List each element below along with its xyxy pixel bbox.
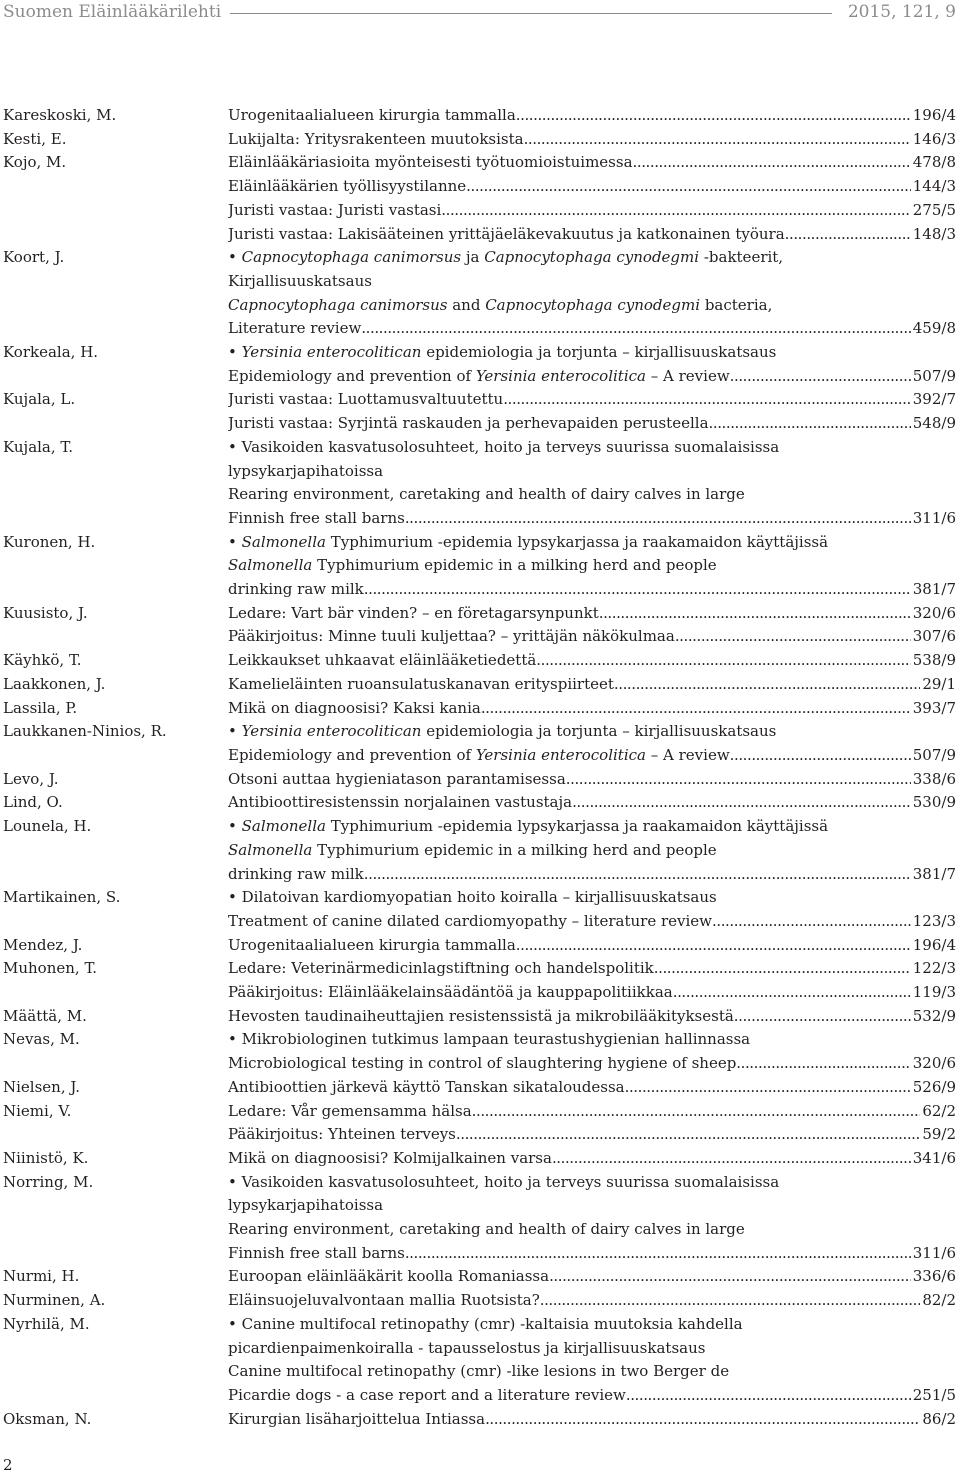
article-list [228, 815, 956, 886]
index-entry [0, 1005, 960, 1029]
article-line [228, 1171, 956, 1195]
article-title: Ledare: Veterinärmedicinlagstiftning och handelspolitik [228, 959, 654, 978]
author-name: Lind, O. [3, 793, 63, 812]
article-title: drinking raw milk [228, 864, 364, 883]
article-line [228, 317, 956, 341]
author-name: Lassila, P. [3, 698, 78, 717]
article-title: Rearing environment, caretaking and health of dairy calves in large [228, 1220, 745, 1239]
article-line [228, 483, 956, 507]
dot-leader [441, 199, 910, 223]
article-title: Kirjallisuuskatsaus [228, 271, 372, 290]
index-entry [0, 768, 960, 792]
page-reference: 196/4 [912, 106, 956, 124]
article-title: • Yersinia enterocolitican epidemiologia ja torjunta – kirjallisuuskatsaus [228, 722, 777, 741]
article-line [228, 815, 956, 839]
page-reference: 393/7 [912, 698, 956, 717]
page-reference: 548/9 [912, 414, 956, 433]
article-line [228, 554, 956, 578]
author-name: Kojo, M. [3, 153, 67, 172]
author-name: Nyrhilä, M. [3, 1314, 90, 1333]
article-list [228, 1076, 956, 1100]
dot-leader [503, 388, 911, 412]
dot-leader [675, 625, 911, 649]
page-reference: 478/8 [912, 153, 956, 172]
dot-leader [614, 673, 920, 697]
article-title: • Yersinia enterocolitican epidemiologia ja torjunta – kirjallisuuskatsaus [228, 343, 777, 362]
article-title: • Vasikoiden kasvatusolosuhteet, hoito ja terveys suurissa suomalaisissa [228, 437, 780, 456]
page-reference: 341/6 [912, 1148, 956, 1167]
article-line [228, 957, 956, 981]
article-list [228, 1408, 956, 1432]
page-reference: 148/3 [912, 224, 956, 243]
page-reference: 307/6 [912, 627, 956, 646]
dot-leader [572, 791, 911, 815]
dot-leader [712, 910, 911, 934]
page-reference: 251/5 [912, 1385, 956, 1404]
dot-leader [626, 1384, 911, 1408]
page-reference: 86/2 [922, 1409, 956, 1428]
page-reference: 381/7 [912, 864, 956, 883]
article-line [228, 720, 956, 744]
article-line [228, 981, 956, 1005]
author-name: Niinistö, K. [3, 1148, 89, 1167]
article-title: Ledare: Vår gemensamma hälsa [228, 1101, 472, 1120]
article-line [228, 1123, 956, 1147]
article-title: Pääkirjoitus: Eläinlääkelainsäädäntöä ja kauppapolitiikkaa [228, 983, 673, 1002]
index-entry [0, 1147, 960, 1171]
page-number: 2 [3, 1456, 13, 1474]
author-name: Määttä, M. [3, 1006, 87, 1025]
article-line [228, 151, 956, 175]
article-line [228, 910, 956, 934]
index-entry [0, 957, 960, 1004]
article-title: • Salmonella Typhimurium -epidemia lypsykarjassa ja raakamaidon käyttäjissä [228, 817, 829, 836]
dot-leader [736, 1052, 910, 1076]
page-reference: 530/9 [912, 793, 956, 812]
article-line [228, 436, 956, 460]
dot-leader [673, 981, 911, 1005]
article-line [228, 1005, 956, 1029]
index-entry [0, 531, 960, 602]
article-list [228, 602, 956, 649]
article-line [228, 863, 956, 887]
article-title: Kamelieläinten ruoansulatuskanavan erityspiirteet [228, 674, 614, 693]
article-title: Pääkirjoitus: Yhteinen terveys [228, 1125, 456, 1144]
article-line [228, 1194, 956, 1218]
index-entry [0, 602, 960, 649]
article-line [228, 649, 956, 673]
article-line [228, 602, 956, 626]
dot-leader [481, 697, 911, 721]
author-name: Korkeala, H. [3, 343, 99, 362]
article-title: Mikä on diagnoosisi? Kolmijalkainen varsa [228, 1148, 552, 1167]
author-name: Kesti, E. [3, 129, 67, 148]
article-title: Epidemiology and prevention of Yersinia enterocolitica – A review [228, 366, 730, 385]
article-list [228, 1171, 956, 1266]
article-line [228, 507, 956, 531]
index-entry [0, 246, 960, 341]
dot-leader [536, 649, 910, 673]
page-reference: 320/6 [912, 603, 956, 622]
article-list [228, 1289, 956, 1313]
page-reference: 275/5 [912, 200, 956, 219]
author-name: Käyhkö, T. [3, 651, 82, 670]
author-index [0, 104, 960, 1431]
article-list [228, 1005, 956, 1029]
author-name: Muhonen, T. [3, 959, 98, 978]
dot-leader [549, 1265, 911, 1289]
article-title: Urogenitaalialueen kirurgia tammalla [228, 935, 516, 954]
article-line [228, 673, 956, 697]
dot-leader [405, 1242, 911, 1266]
article-line [228, 578, 956, 602]
author-name: Norring, M. [3, 1172, 94, 1191]
article-line [228, 768, 956, 792]
article-list [228, 341, 956, 388]
article-line [228, 341, 956, 365]
page-reference: 146/3 [912, 129, 956, 148]
page-reference: 82/2 [922, 1291, 956, 1310]
page-reference: 338/6 [912, 769, 956, 788]
page-reference: 320/6 [912, 1054, 956, 1073]
article-title: • Mikrobiologinen tutkimus lampaan teurastushygienian hallinnassa [228, 1030, 751, 1049]
running-header [0, 0, 960, 28]
index-entry [0, 934, 960, 958]
index-entry [0, 1265, 960, 1289]
article-line [228, 886, 956, 910]
issue-info: 2015, 121, 9 [847, 2, 956, 22]
page-reference: 459/8 [912, 319, 956, 338]
article-line [228, 625, 956, 649]
dot-leader [364, 578, 911, 602]
article-line [228, 1408, 956, 1432]
dot-leader [654, 957, 911, 981]
index-entry [0, 1100, 960, 1147]
article-line [228, 175, 956, 199]
article-line [228, 531, 956, 555]
index-entry [0, 791, 960, 815]
author-name: Nielsen, J. [3, 1077, 80, 1096]
author-name: Kuronen, H. [3, 532, 96, 551]
page-reference: 392/7 [912, 390, 956, 409]
dot-leader [466, 175, 911, 199]
article-title: Capnocytophaga canimorsus and Capnocytophaga cynodegmi bacteria, [228, 295, 773, 314]
article-line [228, 1384, 956, 1408]
index-entry [0, 436, 960, 531]
article-list [228, 1028, 956, 1075]
article-list [228, 436, 956, 531]
article-line [228, 460, 956, 484]
index-entry [0, 1408, 960, 1432]
index-entry [0, 128, 960, 152]
article-list [228, 1265, 956, 1289]
article-title: Euroopan eläinlääkärit koolla Romaniassa [228, 1267, 550, 1286]
article-list [228, 649, 956, 673]
article-line [228, 1100, 956, 1124]
dot-leader [633, 151, 911, 175]
article-title: Salmonella Typhimurium epidemic in a milking herd and people [228, 556, 717, 575]
article-list [228, 388, 956, 435]
article-title: • Capnocytophaga canimorsus ja Capnocytophaga cynodegmi -bakteerit, [228, 248, 784, 267]
article-title: • Salmonella Typhimurium -epidemia lypsykarjassa ja raakamaidon käyttäjissä [228, 532, 829, 551]
author-name: Laukkanen-Ninios, R. [3, 722, 167, 741]
article-title: Rearing environment, caretaking and health of dairy calves in large [228, 485, 745, 504]
page-reference: 144/3 [912, 177, 956, 196]
author-name: Niemi, V. [3, 1101, 72, 1120]
article-line [228, 1242, 956, 1266]
article-line [228, 128, 956, 152]
article-title: Finnish free stall barns [228, 1243, 405, 1262]
article-title: Salmonella Typhimurium epidemic in a milking herd and people [228, 840, 717, 859]
author-name: Nurminen, A. [3, 1291, 106, 1310]
article-line [228, 1052, 956, 1076]
article-title: Juristi vastaa: Juristi vastasi [228, 200, 442, 219]
dot-leader [730, 744, 911, 768]
dot-leader [625, 1076, 911, 1100]
article-line [228, 270, 956, 294]
article-title: Antibioottiresistenssin norjalainen vastustaja [228, 793, 573, 812]
article-list [228, 151, 956, 246]
index-entry [0, 1028, 960, 1075]
author-name: Kareskoski, M. [3, 106, 117, 124]
article-list [228, 128, 956, 152]
article-list [228, 957, 956, 1004]
author-name: Levo, J. [3, 769, 59, 788]
page-reference: 119/3 [912, 983, 956, 1002]
article-line [228, 1265, 956, 1289]
dot-leader [516, 934, 911, 958]
article-list [228, 104, 956, 128]
dot-leader [540, 1289, 921, 1313]
page-reference: 123/3 [912, 911, 956, 930]
index-entry [0, 1289, 960, 1313]
article-line [228, 1289, 956, 1313]
article-line [228, 104, 956, 128]
page-reference: 538/9 [912, 651, 956, 670]
article-line [228, 791, 956, 815]
dot-leader [599, 602, 911, 626]
dot-leader [730, 365, 911, 389]
article-list [228, 697, 956, 721]
article-line [228, 388, 956, 412]
article-line [228, 1360, 956, 1384]
article-title: Epidemiology and prevention of Yersinia enterocolitica – A review [228, 745, 730, 764]
index-entry [0, 1313, 960, 1408]
article-list [228, 886, 956, 933]
article-line [228, 412, 956, 436]
dot-leader [485, 1408, 920, 1432]
article-title: Antibioottien järkevä käyttö Tanskan sikataloudessa [228, 1077, 625, 1096]
index-entry [0, 388, 960, 435]
article-title: Mikä on diagnoosisi? Kaksi kania [228, 698, 481, 717]
article-title: Microbiological testing in control of slaughtering hygiene of sheep [228, 1054, 737, 1073]
article-title: Eläinlääkärien työllisyystilanne [228, 177, 467, 196]
dot-leader [456, 1123, 920, 1147]
index-entry [0, 815, 960, 886]
dot-leader [785, 223, 911, 247]
index-entry [0, 720, 960, 767]
header-rule [230, 13, 832, 14]
page-reference: 507/9 [912, 366, 956, 385]
article-line [228, 1337, 956, 1361]
article-line [228, 744, 956, 768]
dot-leader [472, 1100, 921, 1124]
article-line [228, 1076, 956, 1100]
article-line [228, 1313, 956, 1337]
page-reference: 122/3 [912, 959, 956, 978]
article-list [228, 1100, 956, 1147]
dot-leader [552, 1147, 911, 1171]
author-name: Laakkonen, J. [3, 674, 106, 693]
page-reference: 62/2 [922, 1101, 956, 1120]
article-title: Urogenitaalialueen kirurgia tammalla [228, 106, 516, 124]
article-title: drinking raw milk [228, 580, 364, 599]
page-reference: 59/2 [922, 1125, 956, 1144]
index-entry [0, 151, 960, 246]
dot-leader [734, 1005, 911, 1029]
article-title: Kirurgian lisäharjoittelua Intiassa [228, 1409, 486, 1428]
article-title: Hevosten taudinaiheuttajien resistenssistä ja mikrobilääkityksestä [228, 1006, 734, 1025]
article-line [228, 1218, 956, 1242]
article-list [228, 934, 956, 958]
index-entry [0, 886, 960, 933]
article-title: • Canine multifocal retinopathy (cmr) -kaltaisia muutoksia kahdella [228, 1314, 743, 1333]
dot-leader [709, 412, 911, 436]
article-title: Eläinsuojeluvalvontaan mallia Ruotsista? [228, 1291, 540, 1310]
article-title: Eläinlääkäriasioita myönteisesti työtuomioistuimessa [228, 153, 633, 172]
article-title: Juristi vastaa: Lakisääteinen yrittäjäeläkevakuutus ja katkonainen työura [228, 224, 785, 243]
author-name: Nurmi, H. [3, 1267, 80, 1286]
dot-leader [516, 104, 911, 128]
page-reference: 336/6 [912, 1267, 956, 1286]
article-line [228, 1028, 956, 1052]
article-list [228, 791, 956, 815]
author-name: Kuusisto, J. [3, 603, 88, 622]
article-title: Juristi vastaa: Luottamusvaltuutettu [228, 390, 504, 409]
article-list [228, 673, 956, 697]
page-reference: 532/9 [912, 1006, 956, 1025]
article-line [228, 697, 956, 721]
dot-leader [361, 317, 910, 341]
article-title: lypsykarjapihatoissa [228, 461, 384, 480]
article-list [228, 720, 956, 767]
index-entry [0, 697, 960, 721]
article-title: Pääkirjoitus: Minne tuuli kuljettaa? – yrittäjän näkökulmaa [228, 627, 675, 646]
article-list [228, 531, 956, 602]
article-title: Picardie dogs - a case report and a literature review [228, 1385, 626, 1404]
index-entry [0, 1076, 960, 1100]
article-title: Leikkaukset uhkaavat eläinlääketiedettä [228, 651, 537, 670]
article-line [228, 246, 956, 270]
article-line [228, 1147, 956, 1171]
article-list [228, 246, 956, 341]
article-title: Lukijalta: Yritysrakenteen muutoksista [228, 129, 524, 148]
article-title: Literature review [228, 319, 362, 338]
author-name: Kujala, L. [3, 390, 76, 409]
index-entry [0, 104, 960, 128]
article-line [228, 365, 956, 389]
index-entry [0, 341, 960, 388]
page-reference: 311/6 [912, 1243, 956, 1262]
page-reference: 29/1 [922, 674, 956, 693]
article-title: picardienpaimenkoiralla - tapausselostus ja kirjallisuuskatsaus [228, 1338, 706, 1357]
index-entry [0, 649, 960, 673]
article-title: • Vasikoiden kasvatusolosuhteet, hoito ja terveys suurissa suomalaisissa [228, 1172, 780, 1191]
dot-leader [524, 128, 911, 152]
author-name: Kujala, T. [3, 437, 73, 456]
page-reference: 311/6 [912, 508, 956, 527]
article-list [228, 1147, 956, 1171]
article-title: • Dilatoivan kardiomyopatian hoito koiralla – kirjallisuuskatsaus [228, 888, 717, 907]
author-name: Lounela, H. [3, 817, 92, 836]
article-title: Treatment of canine dilated cardiomyopathy – literature review [228, 911, 713, 930]
article-title: Finnish free stall barns [228, 508, 405, 527]
page-reference: 196/4 [912, 935, 956, 954]
article-line [228, 839, 956, 863]
author-name: Martikainen, S. [3, 888, 121, 907]
index-entry [0, 1171, 960, 1266]
article-title: Canine multifocal retinopathy (cmr) -like lesions in two Berger de [228, 1362, 730, 1381]
dot-leader [364, 863, 911, 887]
author-name: Nevas, M. [3, 1030, 80, 1049]
article-title: Juristi vastaa: Syrjintä raskauden ja perhevapaiden perusteella [228, 414, 709, 433]
dot-leader [405, 507, 911, 531]
article-title: lypsykarjapihatoissa [228, 1196, 384, 1215]
index-entry [0, 673, 960, 697]
article-line [228, 223, 956, 247]
page-reference: 526/9 [912, 1077, 956, 1096]
page-reference: 507/9 [912, 745, 956, 764]
article-line [228, 934, 956, 958]
journal-title: Suomen Eläinlääkärilehti [3, 2, 222, 22]
author-name: Oksman, N. [3, 1409, 92, 1428]
article-line [228, 199, 956, 223]
author-name: Koort, J. [3, 248, 65, 267]
article-list [228, 768, 956, 792]
article-title: Ledare: Vart bär vinden? – en företagarsynpunkt [228, 603, 599, 622]
dot-leader [566, 768, 911, 792]
article-line [228, 294, 956, 318]
page-reference: 381/7 [912, 580, 956, 599]
article-title: Otsoni auttaa hygieniatason parantamisessa [228, 769, 566, 788]
article-list [228, 1313, 956, 1408]
author-name: Mendez, J. [3, 935, 83, 954]
